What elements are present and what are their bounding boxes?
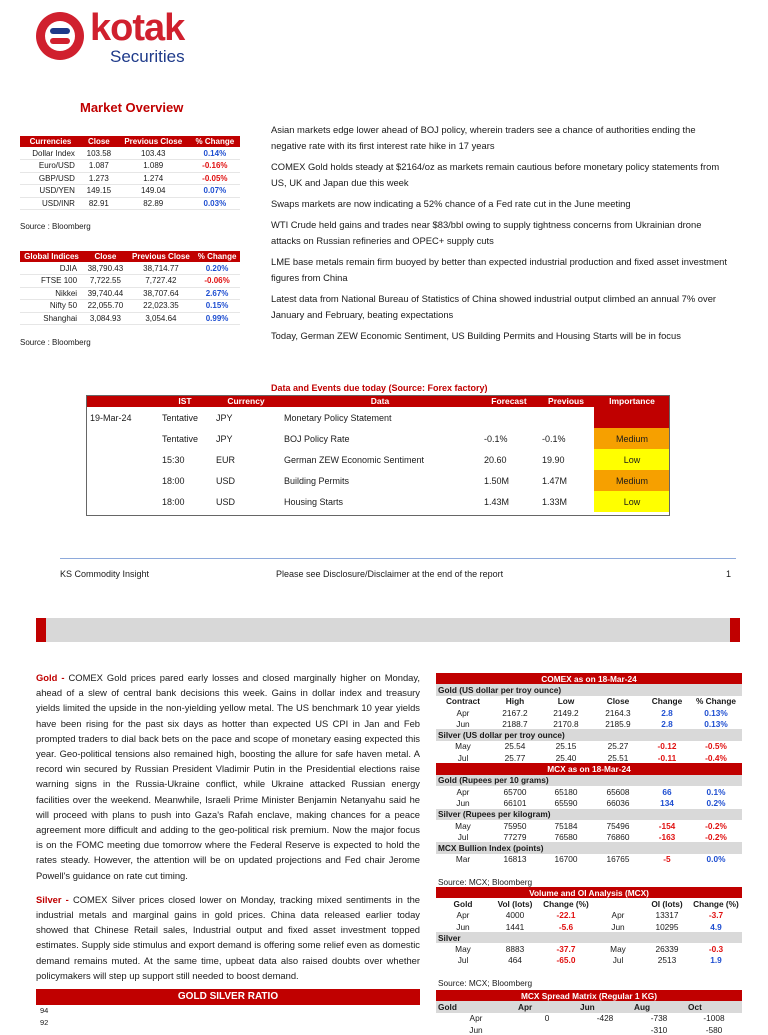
table-row bbox=[20, 300, 240, 313]
change-value: 4.9 bbox=[710, 921, 722, 932]
table-row bbox=[436, 831, 742, 842]
table-row bbox=[436, 752, 742, 763]
col-header: Previous bbox=[538, 395, 594, 407]
importance-badge: Medium bbox=[594, 428, 670, 449]
table-cell: May bbox=[455, 741, 471, 752]
table-cell: -580 bbox=[705, 1024, 723, 1035]
importance-badge: Low bbox=[594, 449, 670, 470]
pct-change: 0.99% bbox=[194, 312, 240, 325]
col-header: Importance bbox=[594, 395, 670, 407]
col-header: Close bbox=[81, 136, 117, 147]
gold-heading: Gold - bbox=[36, 672, 69, 683]
table-row bbox=[436, 820, 742, 831]
table-cell: 2164.3 bbox=[605, 707, 631, 718]
table-cell: -428 bbox=[596, 1013, 614, 1024]
table-cell: 25.27 bbox=[607, 741, 629, 752]
table-row bbox=[20, 147, 240, 160]
table-cell: 1441 bbox=[505, 921, 525, 932]
table-cell: 16765 bbox=[606, 854, 630, 865]
news-item: Today, German ZEW Economic Sentiment, US Building Permits and Housing Starts will be in focus bbox=[271, 330, 681, 341]
pct-change: 0.14% bbox=[190, 147, 240, 160]
currencies-table bbox=[20, 136, 240, 210]
table-row bbox=[20, 262, 240, 275]
table-cell: Apr bbox=[469, 1013, 483, 1024]
table-cell: 26339 bbox=[655, 944, 679, 955]
table-row bbox=[436, 1024, 742, 1035]
col-header: Gold bbox=[436, 1001, 516, 1012]
change-value: 2.8 bbox=[661, 707, 673, 718]
table-cell: 1.273 bbox=[81, 172, 117, 185]
events-title: Data and Events due today (Source: Forex factory) bbox=[271, 383, 488, 393]
section-label: Silver bbox=[436, 932, 742, 943]
news-item: Swaps markets are now indicating a 52% chance of a Fed rate cut in the June meeting bbox=[271, 198, 631, 209]
pct-change: 0.20% bbox=[194, 262, 240, 275]
event-previous: 19.90 bbox=[542, 454, 565, 465]
row-label: USD/YEN bbox=[20, 185, 81, 198]
pct-change: 0.15% bbox=[194, 300, 240, 313]
table-row bbox=[436, 707, 742, 718]
news-item: COMEX Gold holds steady at $2164/oz as markets remain cautious before monetary policy statements from US, UK and Japan due this week bbox=[271, 161, 720, 188]
table-cell: 2185.9 bbox=[605, 718, 631, 729]
table-cell: May bbox=[455, 820, 471, 831]
pct-change: 0.13% bbox=[704, 707, 728, 718]
pct-change: 0.0% bbox=[706, 854, 726, 865]
event-time: Tentative bbox=[162, 412, 199, 423]
mcx-title: MCX as on 18-Mar-24 bbox=[436, 763, 742, 774]
table-cell: 2513 bbox=[657, 955, 677, 966]
events-frame bbox=[86, 395, 670, 516]
row-label: USD/INR bbox=[20, 197, 81, 210]
col-header: Close bbox=[606, 696, 630, 707]
table-cell: 16700 bbox=[554, 854, 578, 865]
gold-text: COMEX Gold prices pared early losses and closed marginally higher on Monday, ahead of a slew of central bank decisions this week. Gains in dollar index and treasury yields limited the upside in the non-yielding yellow metal. The US benchmark 10 year yields have been rising for the past six days as hotter than expected US CPI in Jan and Feb prompted traders to dial back bets on the pace and scope of monetary easing expected this year. Geo-political tensions also remained high, boosting the allure for safe haven metal. A record win secured by Russian President Vladimir Putin in the Presidential elections raise warning signs in the Russia-Ukraine conflict, while Ukraine attacked Russian energy facilities over the weekend. Meanwhile, Israeli Prime Minister Benjamin Netanyahu said he will proceed with plans to push into Gaza's Rafah enclave, making chances for a peace agreement more difficult and adding to the geo-political risk premium. Now the major focus is on the FOMC meeting due tomorrow where the Federal Reserve is expected to hold the rates steady. However, the attention will be on updated projections and Fed chair Jerome Powell's guidance on rate cut timing. bbox=[36, 672, 420, 881]
table-cell: 103.43 bbox=[117, 147, 190, 160]
silver-heading: Silver - bbox=[36, 893, 73, 905]
event-previous: -0.1% bbox=[542, 433, 566, 444]
col-header: Change (%) bbox=[693, 898, 739, 909]
table-cell: 76860 bbox=[606, 831, 630, 842]
table-row bbox=[436, 1001, 742, 1012]
news-item: Asian markets edge lower ahead of BOJ policy, wherein traders see a chance of authorities ending the negative rate with its first interest rate hike in 17 years bbox=[271, 124, 696, 151]
pct-change: -0.5% bbox=[705, 741, 727, 752]
table-cell: 3,054.64 bbox=[128, 312, 194, 325]
footer-left: KS Commodity Insight bbox=[60, 569, 150, 579]
table-cell: Jul bbox=[457, 831, 469, 842]
table-row bbox=[436, 809, 742, 820]
table-cell: 16813 bbox=[503, 854, 527, 865]
logo-name: kotak bbox=[90, 7, 185, 49]
table-cell: 464 bbox=[508, 955, 522, 966]
importance-badge: Low bbox=[594, 491, 670, 512]
col-header: Jun bbox=[578, 1001, 632, 1012]
market-overview-title: Market Overview bbox=[80, 100, 184, 115]
table-cell: 25.51 bbox=[607, 752, 629, 763]
row-label: GBP/USD bbox=[20, 172, 81, 185]
table-cell: 65180 bbox=[554, 786, 578, 797]
table-cell: 2170.8 bbox=[553, 718, 579, 729]
commentary bbox=[36, 670, 420, 992]
table-cell: 75950 bbox=[503, 820, 527, 831]
section-label: Gold (Rupees per 10 grams) bbox=[436, 775, 742, 786]
table-cell bbox=[516, 1024, 578, 1035]
table-row bbox=[436, 741, 742, 752]
importance-badge: Medium bbox=[594, 470, 670, 491]
change-value: -5 bbox=[663, 854, 671, 865]
event-name: Monetary Policy Statement bbox=[284, 412, 392, 423]
change-value: -163 bbox=[658, 831, 676, 842]
table-cell: Jul bbox=[457, 752, 469, 763]
table-cell: -310 bbox=[650, 1024, 668, 1035]
pct-change: -0.4% bbox=[705, 752, 727, 763]
table-cell: 65700 bbox=[503, 786, 527, 797]
table-row bbox=[436, 673, 742, 684]
table-cell: 3,084.93 bbox=[83, 312, 128, 325]
silver-commentary bbox=[36, 892, 420, 983]
table-cell: 13317 bbox=[655, 910, 679, 921]
event-time: 15:30 bbox=[162, 454, 185, 465]
table-cell: Jun bbox=[469, 1024, 483, 1035]
pct-change: -0.2% bbox=[705, 831, 727, 842]
event-currency: USD bbox=[216, 475, 236, 486]
table-cell: Mar bbox=[455, 854, 471, 865]
gsr-axis-tick: 92 bbox=[40, 1018, 49, 1027]
table-row bbox=[436, 696, 742, 707]
table-cell: 1.089 bbox=[117, 160, 190, 173]
table-row bbox=[436, 887, 742, 898]
col-header: Forecast bbox=[480, 395, 538, 407]
table-row bbox=[436, 955, 742, 966]
col-header: Global Indices bbox=[20, 251, 83, 262]
event-name: Housing Starts bbox=[284, 496, 344, 507]
table-cell: 1.274 bbox=[117, 172, 190, 185]
comex-title: COMEX as on 18-Mar-24 bbox=[436, 673, 742, 684]
table-row bbox=[436, 943, 742, 954]
footer-center: Please see Disclosure/Disclaimer at the end of the report bbox=[276, 569, 504, 579]
row-label: DJIA bbox=[20, 262, 83, 275]
table-cell: 38,707.64 bbox=[128, 287, 194, 300]
table-cell: 1.087 bbox=[81, 160, 117, 173]
section-label: Silver (US dollar per troy ounce) bbox=[436, 729, 742, 740]
table-cell: 7,727.42 bbox=[128, 275, 194, 288]
table-row bbox=[20, 287, 240, 300]
table-row bbox=[20, 197, 240, 210]
col-header: % Change bbox=[194, 251, 240, 262]
event-previous: 1.33M bbox=[542, 496, 568, 507]
pct-change: 0.13% bbox=[704, 718, 728, 729]
table-cell: 149.15 bbox=[81, 185, 117, 198]
change-value: 134 bbox=[660, 797, 674, 808]
table-row bbox=[436, 842, 742, 853]
news-item: Latest data from National Bureau of Statistics of China showed industrial output climbed an annual 7% over January and February, beating expectations bbox=[271, 293, 717, 320]
change-value: 2.8 bbox=[661, 718, 673, 729]
event-date: 19-Mar-24 bbox=[90, 412, 132, 423]
col-header: OI (lots) bbox=[651, 898, 683, 909]
kotak-logo bbox=[36, 6, 226, 70]
gold-silver-ratio-title: GOLD SILVER RATIO bbox=[36, 989, 420, 1005]
row-label: Shanghai bbox=[20, 312, 83, 325]
table-cell: 77279 bbox=[503, 831, 527, 842]
table-cell: Jun bbox=[611, 921, 625, 932]
event-currency: USD bbox=[216, 496, 236, 507]
pct-change: -0.05% bbox=[190, 172, 240, 185]
spread-matrix-table bbox=[436, 990, 742, 1035]
col-header: Currency bbox=[212, 395, 280, 407]
change-value: -5.6 bbox=[558, 921, 574, 932]
table-row bbox=[436, 763, 742, 774]
col-header: Apr bbox=[516, 1001, 578, 1012]
table-row bbox=[436, 990, 742, 1001]
col-header: Low bbox=[557, 696, 575, 707]
event-time: 18:00 bbox=[162, 496, 185, 507]
event-currency: EUR bbox=[216, 454, 236, 465]
event-forecast: -0.1% bbox=[484, 433, 508, 444]
col-header: Change (%) bbox=[543, 898, 589, 909]
event-name: German ZEW Economic Sentiment bbox=[284, 454, 425, 465]
table-cell: May bbox=[455, 944, 471, 955]
pct-change: -0.16% bbox=[190, 160, 240, 173]
row-label: Nifty 50 bbox=[20, 300, 83, 313]
table-cell: 25.54 bbox=[504, 741, 526, 752]
change-value: -0.12 bbox=[657, 741, 677, 752]
page-banner bbox=[36, 618, 740, 642]
col-header: Gold bbox=[453, 898, 473, 909]
table-cell: -738 bbox=[650, 1013, 668, 1024]
news-list bbox=[271, 122, 731, 349]
col-header: % Change bbox=[695, 696, 737, 707]
event-name: BOJ Policy Rate bbox=[284, 433, 350, 444]
table-row bbox=[436, 718, 742, 729]
change-value: -0.3 bbox=[708, 944, 724, 955]
table-cell: 38,790.43 bbox=[83, 262, 128, 275]
table-cell: 65590 bbox=[554, 797, 578, 808]
col-header: Previous Close bbox=[128, 251, 194, 262]
pct-change: 0.07% bbox=[190, 185, 240, 198]
col-header: Close bbox=[83, 251, 128, 262]
table-cell: 149.04 bbox=[117, 185, 190, 198]
table-row bbox=[20, 160, 240, 173]
section-label: Gold (US dollar per troy ounce) bbox=[436, 684, 742, 695]
change-value: -22.1 bbox=[556, 910, 576, 921]
event-forecast: 1.50M bbox=[484, 475, 510, 486]
table-cell: 4000 bbox=[505, 910, 525, 921]
table-cell: 0 bbox=[544, 1013, 550, 1024]
row-label: Dollar Index bbox=[20, 147, 81, 160]
event-name: Building Permits bbox=[284, 475, 350, 486]
table-cell: May bbox=[610, 944, 626, 955]
pct-change: 0.2% bbox=[706, 797, 726, 808]
table-cell: 10295 bbox=[655, 921, 679, 932]
col-header bbox=[592, 898, 644, 909]
table-cell: Apr bbox=[611, 910, 625, 921]
col-header: Change bbox=[651, 696, 683, 707]
footer-rule bbox=[60, 558, 736, 559]
table-row bbox=[436, 775, 742, 786]
mcx-source: Source: MCX; Bloomberg bbox=[438, 877, 533, 887]
table-cell: Apr bbox=[456, 707, 470, 718]
table-cell: Jul bbox=[457, 955, 469, 966]
table-row bbox=[20, 172, 240, 185]
table-cell: 75496 bbox=[606, 820, 630, 831]
change-value: 66 bbox=[662, 786, 672, 797]
news-item: LME base metals remain firm buoyed by better than expected industrial production and fixed asset investment figures from China bbox=[271, 256, 727, 283]
section-label: Silver (Rupees per kilogram) bbox=[436, 809, 742, 820]
col-header: % Change bbox=[190, 136, 240, 147]
col-header: Previous Close bbox=[117, 136, 190, 147]
table-cell: 8883 bbox=[505, 944, 525, 955]
table-cell: 2167.2 bbox=[502, 707, 528, 718]
table-cell: 7,722.55 bbox=[83, 275, 128, 288]
change-value: 1.9 bbox=[710, 955, 722, 966]
pct-change: 0.1% bbox=[706, 786, 726, 797]
table-cell: 22,055.70 bbox=[83, 300, 128, 313]
table-cell bbox=[578, 1024, 632, 1035]
table-cell: -1008 bbox=[703, 1013, 725, 1024]
table-row bbox=[20, 275, 240, 288]
event-forecast: 1.43M bbox=[484, 496, 510, 507]
logo-sub: Securities bbox=[110, 47, 185, 66]
table-cell: 25.40 bbox=[555, 752, 577, 763]
table-cell: 25.77 bbox=[504, 752, 526, 763]
table-cell: 38,714.77 bbox=[128, 262, 194, 275]
col-header: IST bbox=[158, 395, 212, 407]
table-row bbox=[436, 786, 742, 797]
change-value: -65.0 bbox=[556, 955, 576, 966]
table-cell: Apr bbox=[456, 786, 470, 797]
table-row bbox=[20, 185, 240, 198]
pct-change: 2.67% bbox=[194, 287, 240, 300]
table-row bbox=[436, 854, 742, 865]
col-header: Vol (lots) bbox=[497, 898, 533, 909]
table-row bbox=[436, 898, 742, 909]
table-row bbox=[436, 729, 742, 740]
table-cell: 75184 bbox=[554, 820, 578, 831]
volume-source: Source: MCX; Bloomberg bbox=[438, 978, 533, 988]
change-value: -154 bbox=[658, 820, 676, 831]
table-cell: 22,023.35 bbox=[128, 300, 194, 313]
col-header: Aug bbox=[632, 1001, 686, 1012]
table-cell: 65608 bbox=[606, 786, 630, 797]
row-label: Nikkei bbox=[20, 287, 83, 300]
section-label: MCX Bullion Index (points) bbox=[436, 842, 742, 853]
event-currency: JPY bbox=[216, 412, 233, 423]
volume-title: Volume and OI Analysis (MCX) bbox=[436, 887, 742, 898]
table-row bbox=[436, 921, 742, 932]
indices-table bbox=[20, 251, 240, 325]
col-header: Currencies bbox=[20, 136, 81, 147]
col-header: High bbox=[505, 696, 525, 707]
table-cell: Jun bbox=[456, 797, 470, 808]
indices-source: Source : Bloomberg bbox=[20, 338, 91, 347]
table-cell: 2188.7 bbox=[502, 718, 528, 729]
row-label: FTSE 100 bbox=[20, 275, 83, 288]
news-item: WTI Crude held gains and trades near $83/bbl owing to supply tightness concerns from Ukrainian drone attacks on Russian refineries and OPEC+ supply cuts bbox=[271, 219, 702, 246]
col-header: Oct bbox=[686, 1001, 742, 1012]
footer-page: 1 bbox=[726, 569, 732, 579]
table-cell: Jul bbox=[612, 955, 624, 966]
volume-oi-table bbox=[436, 887, 742, 966]
table-row bbox=[436, 910, 742, 921]
event-time: 18:00 bbox=[162, 475, 185, 486]
pct-change: 0.03% bbox=[190, 197, 240, 210]
silver-text: COMEX Silver prices closed lower on Monday, tracking mixed sentiments in the industrial metals and marginal gains in gold prices. China data released earlier today showed that Chinese Retail sales, Industrial output and fixed asset investment topped estimates. Supply side stimulus and export demand is offering some relief even as domestic demand remains muted. At the same time, upbeat data also raised doubts over whether policymakers will step up support still needed to boost demand. bbox=[36, 893, 421, 981]
currencies-source: Source : Bloomberg bbox=[20, 222, 91, 231]
event-previous: 1.47M bbox=[542, 475, 568, 486]
table-row bbox=[20, 312, 240, 325]
gsr-axis-tick: 94 bbox=[40, 1006, 49, 1015]
table-cell: 103.58 bbox=[81, 147, 117, 160]
pct-change: -0.06% bbox=[194, 275, 240, 288]
table-cell: Jun bbox=[456, 718, 470, 729]
table-cell: 2149.2 bbox=[553, 707, 579, 718]
comex-mcx-table bbox=[436, 673, 742, 865]
col-header: Data bbox=[280, 395, 480, 407]
event-currency: JPY bbox=[216, 433, 233, 444]
table-cell: 82.89 bbox=[117, 197, 190, 210]
table-cell: 82.91 bbox=[81, 197, 117, 210]
table-cell: 39,740.44 bbox=[83, 287, 128, 300]
event-time: Tentative bbox=[162, 433, 199, 444]
table-cell: 76580 bbox=[554, 831, 578, 842]
table-row bbox=[436, 1013, 742, 1024]
importance-badge: High bbox=[594, 407, 670, 428]
table-row bbox=[436, 932, 742, 943]
event-forecast: 20.60 bbox=[484, 454, 507, 465]
table-row bbox=[436, 684, 742, 695]
pct-change: -0.2% bbox=[705, 820, 727, 831]
table-cell: Apr bbox=[456, 910, 470, 921]
col-header: Contract bbox=[445, 696, 481, 707]
change-value: -0.11 bbox=[657, 752, 677, 763]
gold-commentary bbox=[36, 670, 420, 883]
table-cell: 25.15 bbox=[555, 741, 577, 752]
change-value: -37.7 bbox=[556, 944, 576, 955]
row-label: Euro/USD bbox=[20, 160, 81, 173]
table-cell: 66036 bbox=[606, 797, 630, 808]
table-cell: 66101 bbox=[503, 797, 527, 808]
spread-title: MCX Spread Matrix (Regular 1 KG) bbox=[436, 990, 742, 1001]
kotak-logo-icon bbox=[36, 12, 84, 60]
table-row bbox=[436, 797, 742, 808]
table-cell: Jun bbox=[456, 921, 470, 932]
change-value: -3.7 bbox=[708, 910, 724, 921]
